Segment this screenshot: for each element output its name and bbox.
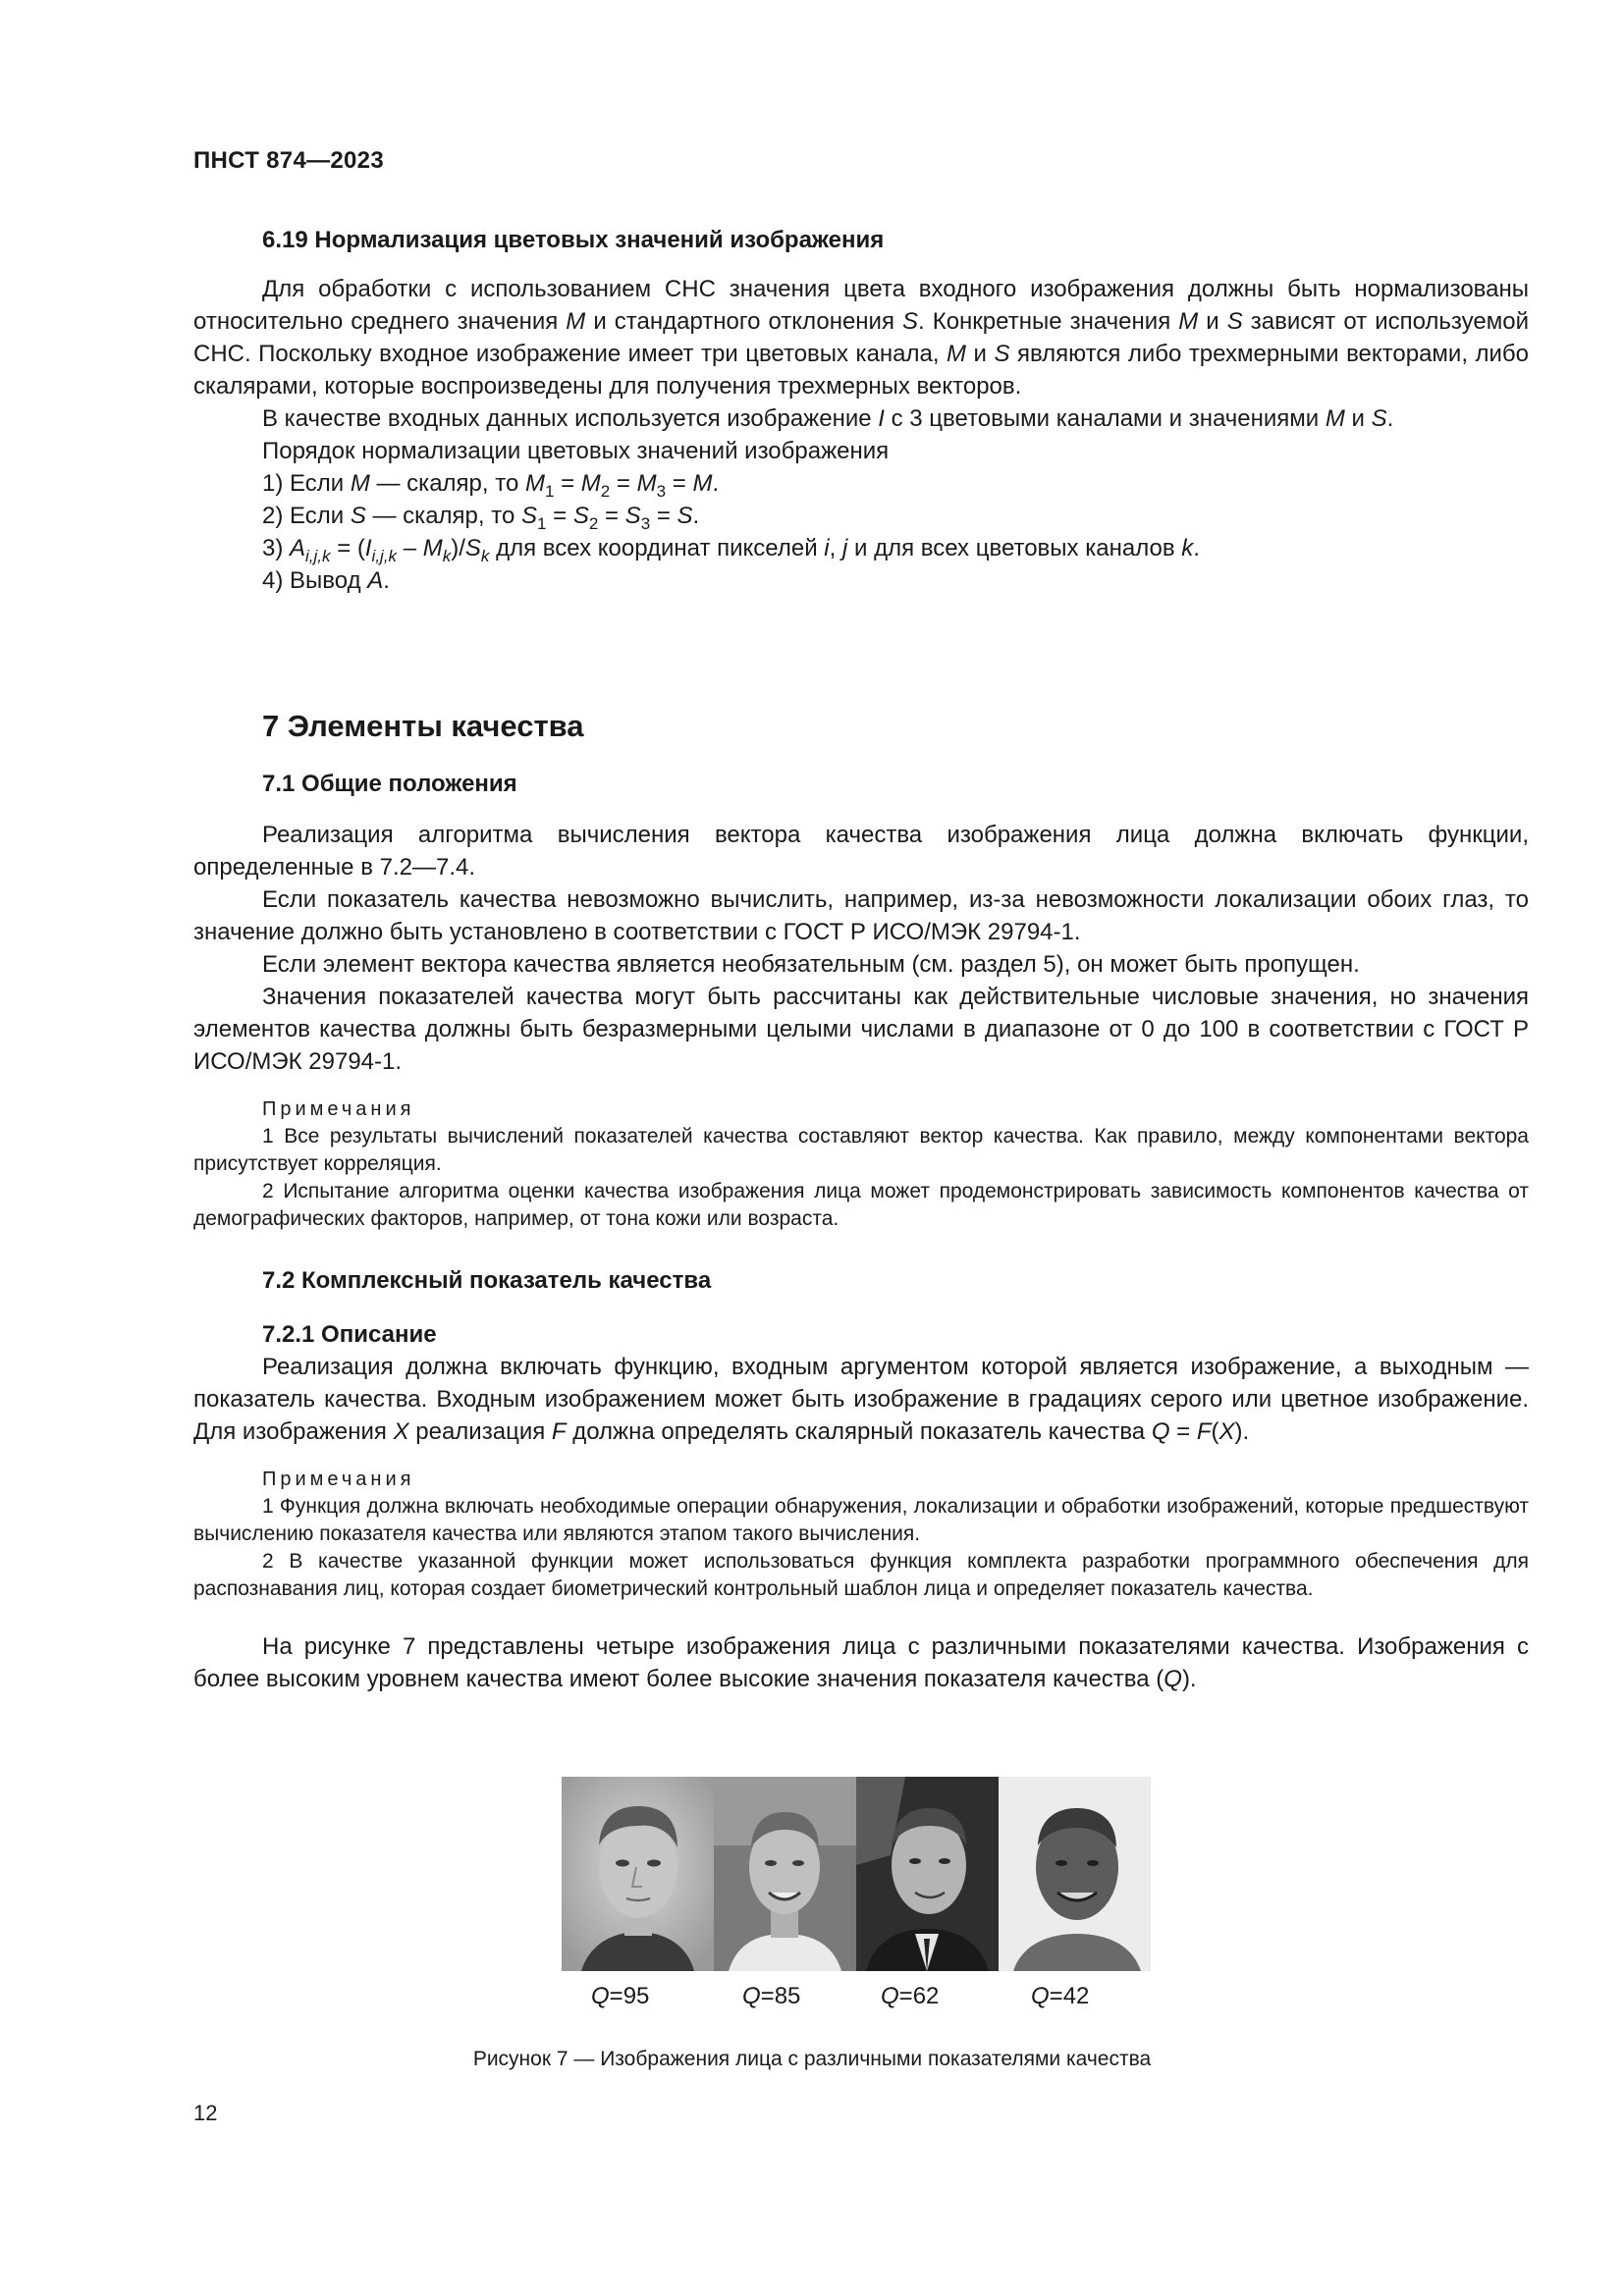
note-1-b: 1 Функция должна включать необходимые операции обнаружения, локализации и обработки изображений, которые предшествуют вычислению показателя качества или являются этапом такого вычисления. bbox=[193, 1495, 1529, 1545]
s71-paragraph-2: Если показатель качества невозможно вычислить, например, из-за невозможности локализации обоих глаз, то значение должно быть установлено в соответствии с ГОСТ Р ИСО/МЭК 29794-1. bbox=[193, 886, 1529, 945]
quality-label-4: Q=42 bbox=[1031, 1983, 1090, 2009]
section-7-2-1-title: 7.2.1 Описание bbox=[262, 1321, 437, 1348]
figure-7-caption: Рисунок 7 — Изображения лица с различными показателями качества bbox=[472, 2048, 1152, 2070]
step-1: 1) Если M — скаляр, то $M_1 = M_2 = M_3 = M$. bbox=[262, 470, 720, 501]
s721-paragraph-1: Реализация должна включать функцию, входным аргументом которой является изображение, а выходным — показатель качества. Входным изображением может быть изображение в градациях серого или цветное изображение. Для изображения X реализация F должна определять скалярный показатель качества Q = F(X). bbox=[193, 1354, 1529, 1445]
page-number: 12 bbox=[193, 2101, 218, 2125]
face-photo-q62 bbox=[856, 1777, 999, 1971]
quality-label-1: Q=95 bbox=[591, 1983, 650, 2009]
note-1: 1 Все результаты вычислений показателей качества составляют вектор качества. Как правило, между компонентами вектора присутствует корреляция. bbox=[193, 1125, 1529, 1175]
notes-title-2: Примечания bbox=[262, 1468, 415, 1490]
s71-paragraph-3: Если элемент вектора качества является необязательным (см. раздел 5), он может быть пропущен. bbox=[262, 951, 1360, 978]
s71-paragraph-1: Реализация алгоритма вычисления вектора качества изображения лица должна включать функции, определенные в 7.2—7.4. bbox=[193, 822, 1529, 881]
s619-paragraph-3: Порядок нормализации цветовых значений изображения bbox=[262, 438, 890, 464]
quality-label-2: Q=85 bbox=[742, 1983, 801, 2009]
figure-7-images bbox=[562, 1777, 1151, 1971]
section-7 bbox=[193, 707, 1529, 1233]
s619-paragraph-2: В качестве входных данных используется изображение I с 3 цветовыми каналами и значениями M и S. bbox=[262, 405, 1394, 432]
s71-paragraph-4: Значения показателей качества могут быть рассчитаны как действительные числовые значения, но значения элементов качества должны быть безразмерными целыми числами в диапазоне от 0 до 100 в соответствии с ГОСТ Р ИСО/МЭК 29794-1. bbox=[193, 984, 1529, 1075]
note-2-b: 2 В качестве указанной функции может использоваться функция комплекта разработки программного обеспечения для распознавания лиц, которая создает биометрический контрольный шаблон лица и определяет показатель качества. bbox=[193, 1550, 1529, 1600]
document-header: ПНСТ 874—2023 bbox=[193, 147, 384, 174]
step-3: 3) $A_{i,j,k} = (I_{i,j,k} - M_k)/S_k$ для всех координат пикселей i, j и для всех цветовых каналов k. bbox=[262, 535, 1200, 565]
notes-title: Примечания bbox=[262, 1098, 415, 1120]
section-7-1-title: 7.1 Общие положения bbox=[262, 771, 517, 797]
s619-paragraph-1: Для обработки с использованием СНС значения цвета входного изображения должны быть нормализованы относительно среднего значения M и стандартного отклонения S. Конкретные значения M и S зависят от используемой СНС. Поскольку входное изображение имеет три цветовых канала, M и S являются либо трехмерными векторами, либо скалярами, которые воспроизведены для получения трехмерных векторов. bbox=[193, 276, 1530, 400]
section-6-19-title: 6.19 Нормализация цветовых значений изображения bbox=[262, 227, 885, 253]
section-6-19 bbox=[193, 224, 1529, 597]
note-2: 2 Испытание алгоритма оценки качества изображения лица может продемонстрировать зависимость компонентов качества от демографических факторов, например, от тона кожи или возраста. bbox=[193, 1180, 1529, 1230]
face-photo-q85 bbox=[714, 1777, 856, 1971]
face-photo-q42 bbox=[999, 1777, 1151, 1971]
step-2: 2) Если S — скаляр, то $S_1 = S_2 = S_3 = S$. bbox=[262, 503, 700, 533]
face-photo-q95 bbox=[562, 1777, 714, 1971]
section-7-2-title: 7.2 Комплексный показатель качества bbox=[262, 1267, 712, 1294]
section-7-2 bbox=[193, 1264, 1529, 1695]
quality-label-3: Q=62 bbox=[881, 1983, 940, 2009]
figure-7-labels bbox=[562, 1983, 1151, 2016]
section-7-title: 7 Элементы качества bbox=[262, 709, 584, 743]
s721-paragraph-2: На рисунке 7 представлены четыре изображения лица с различными показателями качества. Изображения с более высоким уровнем качества имеют более высокие значения показателя качества (Q). bbox=[193, 1633, 1529, 1692]
step-4: 4) Вывод A. bbox=[262, 567, 390, 594]
